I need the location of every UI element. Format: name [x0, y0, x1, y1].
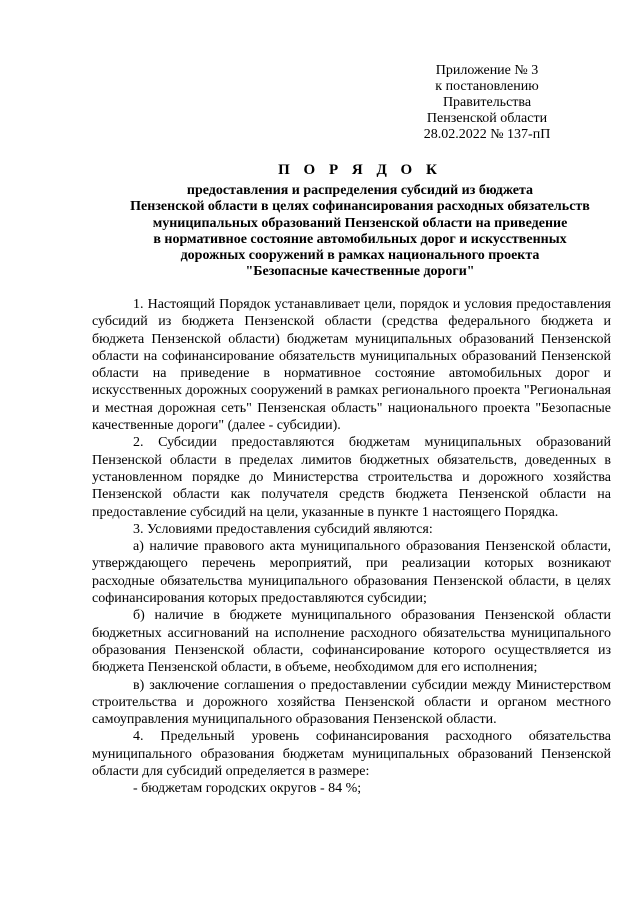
title-line: муниципальных образований Пензенской области на приведение [152, 215, 568, 231]
paragraph-3b: б) наличие в бюджете муниципального образования Пензенской области бюджетных ассигнований на исполнение расходного обязательства муниципального образования Пензенской области, софинансирование которого осуществляется из бюджета Пензенской области, в объеме, необходимом для его исполнения; [92, 608, 611, 676]
paragraph-4-item: - бюджетам городских округов - 84 %; [133, 781, 362, 797]
document-body [92, 296, 611, 798]
appendix-region: Пензенской области [426, 111, 548, 126]
appendix-date-number: 28.02.2022 № 137-пП [423, 127, 551, 142]
paragraph-3: 3. Условиями предоставления субсидий являются: [133, 521, 433, 537]
appendix-block [392, 63, 582, 143]
title-line: дорожных сооружений в рамках национального проекта [180, 248, 540, 264]
title-line: предоставления и распределения субсидий из бюджета [186, 183, 534, 199]
paragraph-3a: а) наличие правового акта муниципального образования Пензенской области, утверждающего перечень мероприятий, при реализации которых возникают расходные обязательства муниципального образования Пензенской области, в целях софинансирования которых предоставляются субсидии; [92, 539, 611, 607]
title-line: "Безопасные качественные дороги" [245, 264, 475, 280]
paragraph-1: 1. Настоящий Порядок устанавливает цели, порядок и условия предоставления субсидий из бюджета Пензенской области (средства федерального бюджета и бюджета Пензенской области) бюджетам муниципальных образований Пензенской области на софинансирование обязательств муниципальных образований Пензенской области на приведение в нормативное состояние автомобильных дорог и искусственных дорожных сооружений в рамках регионального проекта "Региональная и местная дорожная сеть" Пензенская область" национального проекта "Безопасные качественные дороги" (далее - субсидии). [92, 297, 611, 434]
paragraph-2: 2. Субсидии предоставляются бюджетам муниципальных образований Пензенской области в пределах лимитов бюджетных обязательств, доведенных в установленном порядке до Министерства строительства и дорожного хозяйства Пензенской области как получателя средств бюджета Пензенской области на предоставление субсидий на цели, указанные в пункте 1 настоящего Порядка. [92, 435, 611, 520]
paragraph-3c: в) заключение соглашения о предоставлении субсидии между Министерством строительства и дорожного хозяйства Пензенской области и органом местного самоуправления муниципального образования Пензенской области. [92, 677, 611, 728]
title-line: в нормативное состояние автомобильных дорог и искусственных [153, 231, 567, 247]
title-heading: П О Р Я Д О К [278, 162, 442, 178]
appendix-number: Приложение № 3 [435, 63, 539, 78]
document-title [100, 162, 620, 280]
appendix-reference: к постановлению Правительства [435, 79, 539, 110]
title-line: Пензенской области в целях софинансирования расходных обязательств [130, 199, 590, 215]
paragraph-4: 4. Предельный уровень софинансирования расходного обязательства муниципального образования бюджетам муниципальных образований Пензенской области для субсидий определяется в размере: [92, 729, 611, 780]
